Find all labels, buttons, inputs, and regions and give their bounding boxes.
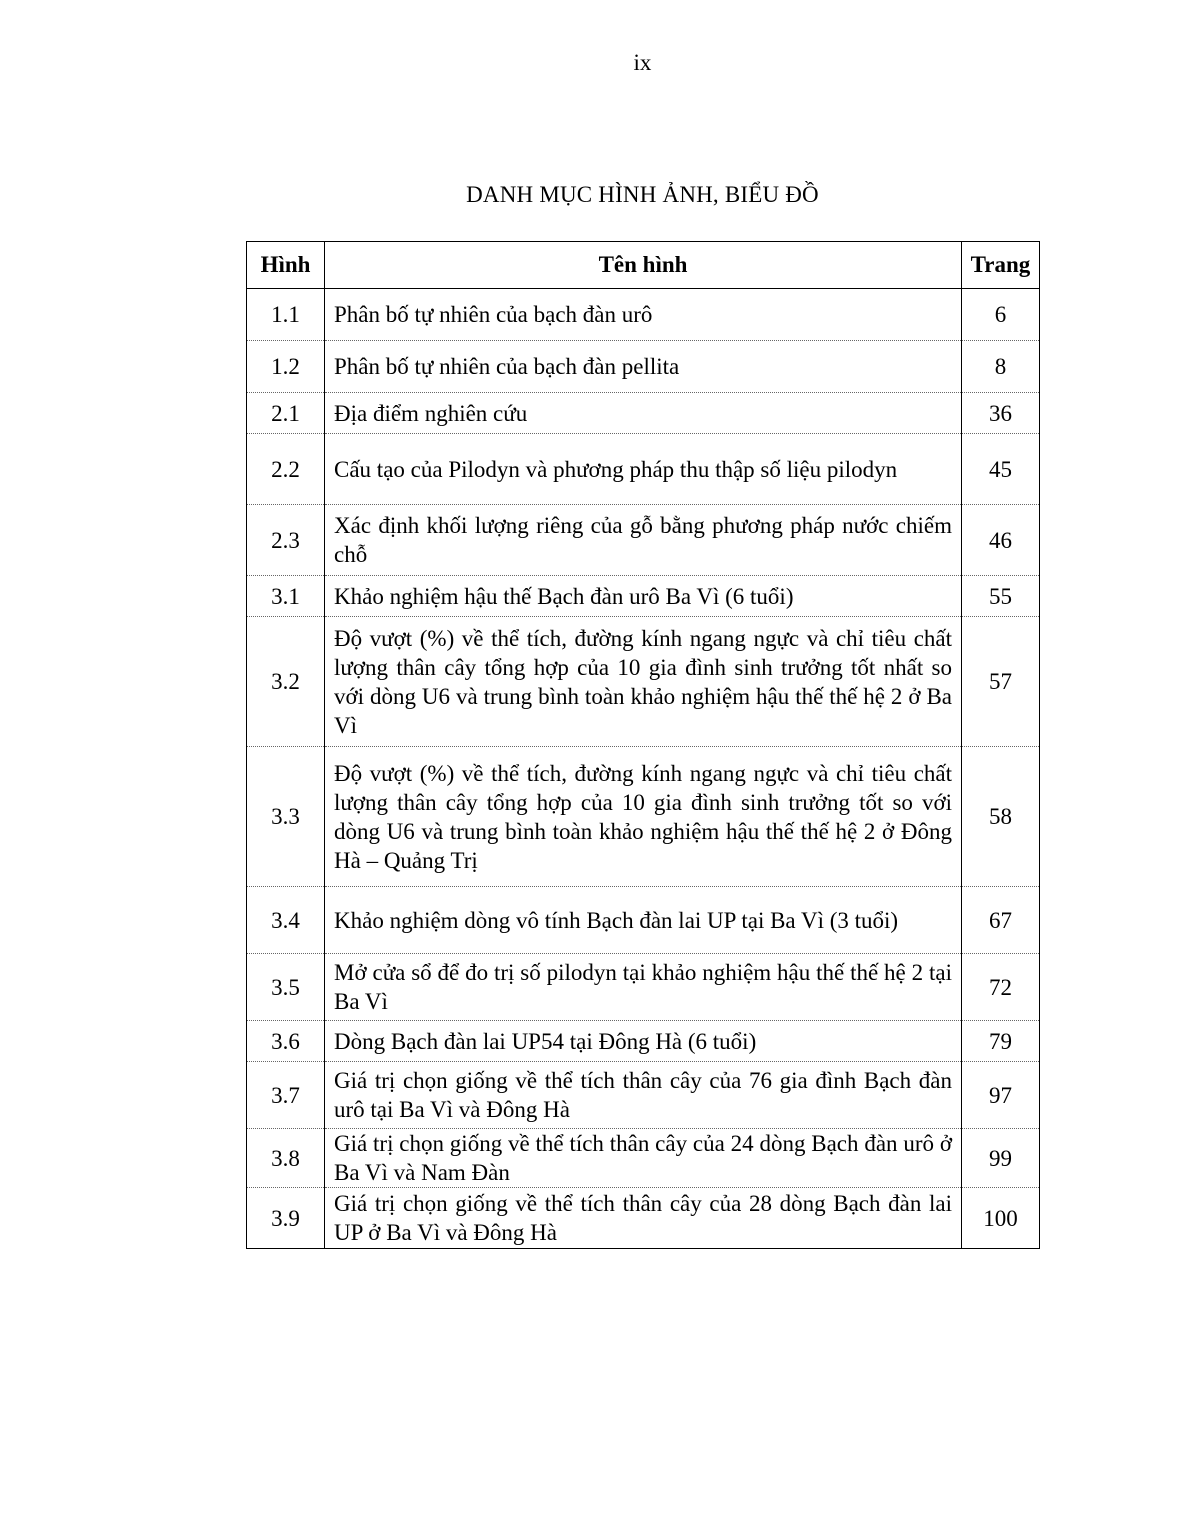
figure-number: 3.6 [247,1021,325,1062]
table-row [247,1021,1040,1062]
figure-page: 46 [962,505,1040,576]
figure-page: 79 [962,1021,1040,1062]
figure-number: 3.9 [247,1188,325,1249]
figure-name: Giá trị chọn giống về thể tích thân cây của 76 gia đình Bạch đàn urô tại Ba Vì và Đông Hà [325,1062,962,1129]
table-row [247,1129,1040,1188]
figure-name: Phân bố tự nhiên của bạch đàn pellita [325,341,962,393]
figure-name: Xác định khối lượng riêng của gỗ bằng phương pháp nước chiếm chỗ [325,505,962,576]
table-row [247,747,1040,887]
figure-name: Địa điểm nghiên cứu [325,393,962,434]
figure-page: 99 [962,1129,1040,1188]
table-row [247,434,1040,505]
figure-number: 3.3 [247,747,325,887]
figure-number: 3.8 [247,1129,325,1188]
figure-page: 8 [962,341,1040,393]
figure-name: Dòng Bạch đàn lai UP54 tại Đông Hà (6 tuổi) [325,1021,962,1062]
table-row [247,1062,1040,1129]
table-row [247,393,1040,434]
header-page: Trang [962,242,1040,289]
figure-name: Cấu tạo của Pilodyn và phương pháp thu thập số liệu pilodyn [325,434,962,505]
figure-name: Khảo nghiệm dòng vô tính Bạch đàn lai UP tại Ba Vì (3 tuổi) [325,887,962,954]
header-figure-name: Tên hình [325,242,962,289]
figure-page: 6 [962,289,1040,341]
figure-page: 57 [962,617,1040,747]
table-row [247,617,1040,747]
table-row [247,1188,1040,1249]
figure-page: 55 [962,576,1040,617]
figure-name: Giá trị chọn giống về thể tích thân cây của 28 dòng Bạch đàn lai UP ở Ba Vì và Đông Hà [325,1188,962,1249]
figure-name: Khảo nghiệm hậu thế Bạch đàn urô Ba Vì (6 tuổi) [325,576,962,617]
figure-number: 3.1 [247,576,325,617]
figure-name: Mở cửa sổ để đo trị số pilodyn tại khảo nghiệm hậu thế thế hệ 2 tại Ba Vì [325,954,962,1021]
figure-page: 72 [962,954,1040,1021]
figure-page: 67 [962,887,1040,954]
figure-name: Phân bố tự nhiên của bạch đàn urô [325,289,962,341]
figure-name: Độ vượt (%) về thể tích, đường kính ngang ngực và chỉ tiêu chất lượng thân cây tổng hợp của 10 gia đình sinh trưởng tốt so với dòng U6 và trung bình toàn khảo nghiệm hậu thế thế hệ 2 ở Đông Hà – Quảng Trị [325,747,962,887]
figure-number: 2.2 [247,434,325,505]
figure-number: 1.1 [247,289,325,341]
figure-number: 3.4 [247,887,325,954]
figure-page: 58 [962,747,1040,887]
table-row [247,576,1040,617]
table-row [247,887,1040,954]
figure-name: Giá trị chọn giống về thể tích thân cây của 24 dòng Bạch đàn urô ở Ba Vì và Nam Đàn [325,1129,962,1188]
figure-page: 45 [962,434,1040,505]
figure-page: 97 [962,1062,1040,1129]
figure-number: 3.7 [247,1062,325,1129]
table-row [247,289,1040,341]
table-row [247,341,1040,393]
page-number: ix [633,50,652,75]
figure-number: 3.2 [247,617,325,747]
header-figure-number: Hình [247,242,325,289]
figure-number: 3.5 [247,954,325,1021]
figure-name: Độ vượt (%) về thể tích, đường kính ngang ngực và chỉ tiêu chất lượng thân cây tổng hợp của 10 gia đình sinh trưởng tốt nhất so với dòng U6 và trung bình toàn khảo nghiệm hậu thế thế hệ 2 ở Ba Vì [325,617,962,747]
table-header-row [247,242,1040,289]
figure-number: 2.1 [247,393,325,434]
figure-number: 2.3 [247,505,325,576]
document-title: DANH MỤC HÌNH ẢNH, BIỂU ĐỒ [466,182,819,207]
figure-list-table [246,241,1040,1249]
table-row [247,954,1040,1021]
figure-page: 36 [962,393,1040,434]
figure-page: 100 [962,1188,1040,1249]
figure-number: 1.2 [247,341,325,393]
table-row [247,505,1040,576]
